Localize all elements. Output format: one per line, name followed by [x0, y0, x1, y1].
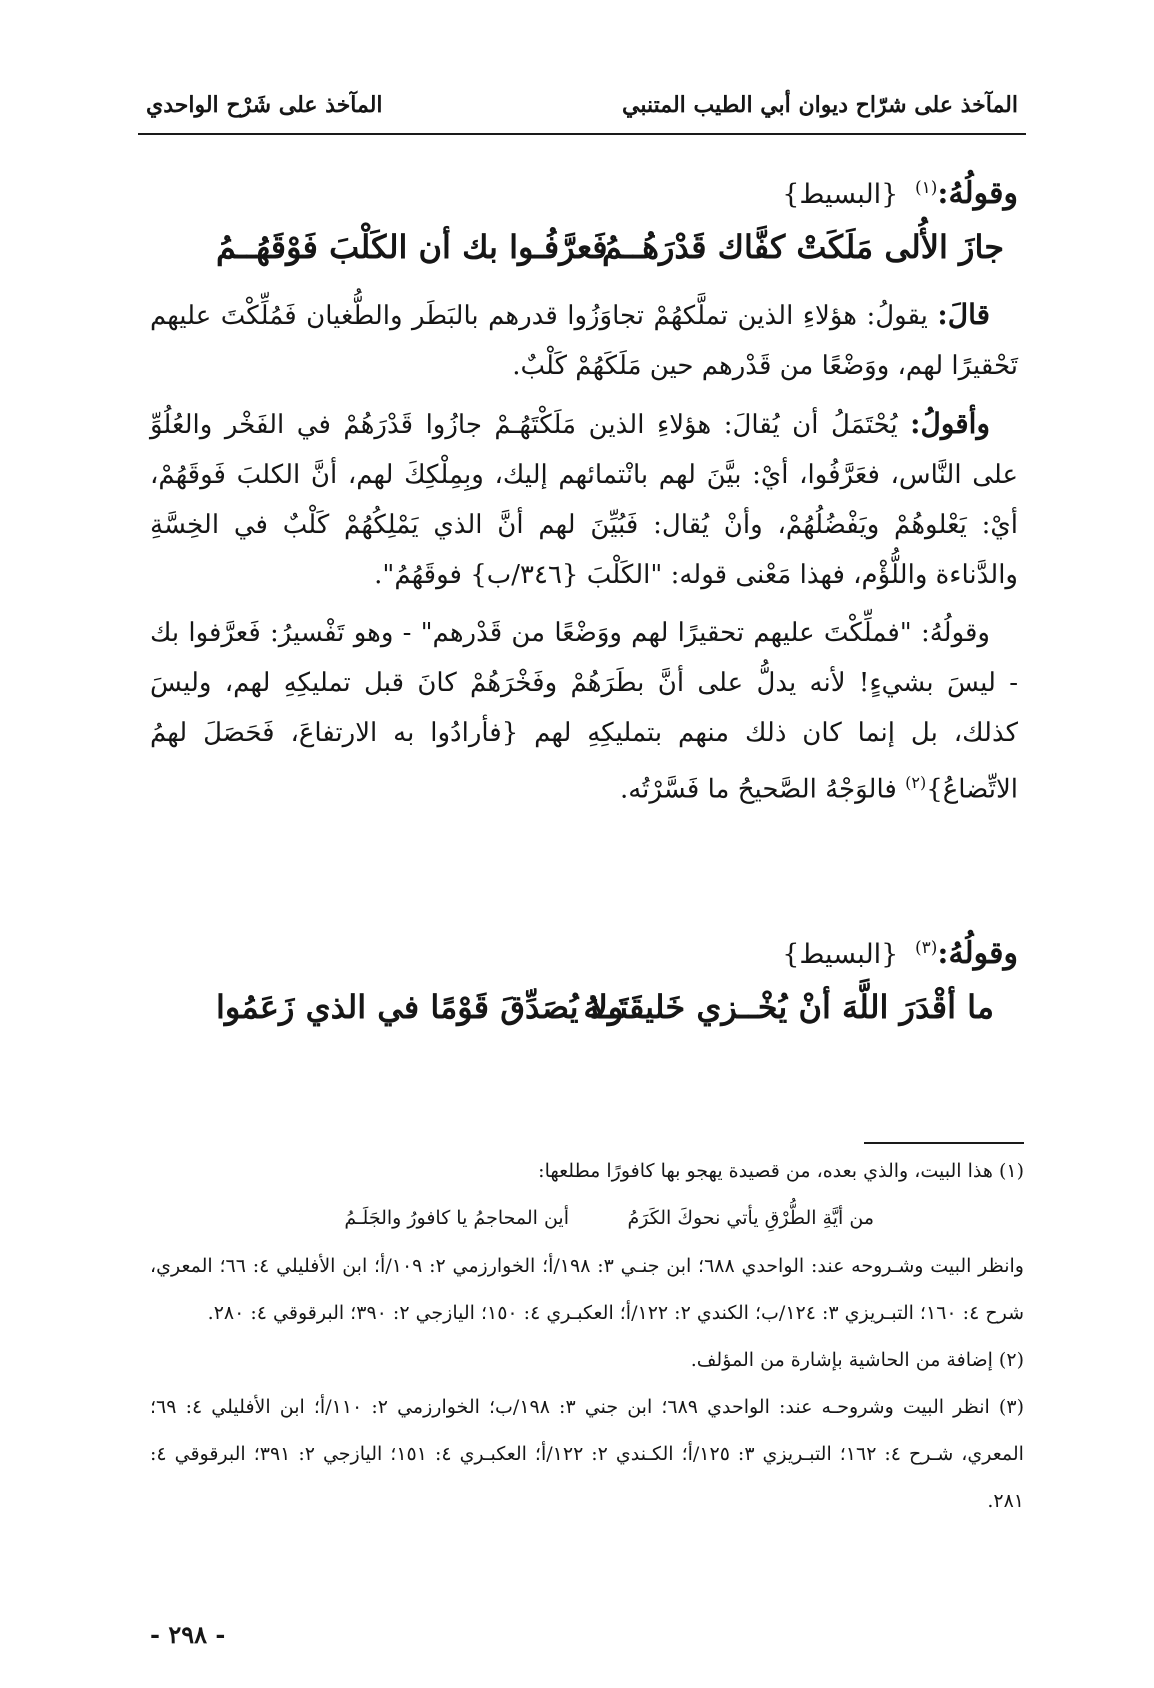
verse-intro-1 — [150, 168, 1018, 212]
footnote-1-verse — [150, 1195, 1024, 1243]
verse-first-hemistich: جازَ الأُلى مَلَكَتْ كفَّاك قَدْرَهُــمُ — [602, 228, 1004, 266]
header-rule — [138, 133, 1026, 135]
intro-keyword: وقولُهُ: — [937, 176, 1018, 211]
paragraph-text: يُحْتَمَلُ أن يُقالَ: هؤلاءِ الذين مَلَكْتَهُـمْ جازُوا قَدْرَهُمْ في الفَخْر والعُلُوِّ على النَّاس، فعَرَّفُوا، أيْ: بيَّنَ لهم بانْتمائهم إليك، وبِمِلْكِكَ لهم، أنَّ الكلبَ فَوقَهُمْ، أيْ: يَعْلوهُمْ ويَفْضُلُهُمْ، وأنْ يُقال: فَبُيِّنَ لهم أنَّ الذي يَمْلِكُهُمْ كَلْبٌ في الخِسَّةِ والدَّناءة واللُّؤْم، فهذا مَعْنى قوله: "الكَلْبَ {٣٤٦/ب} فوقَهُمُ". — [150, 410, 1018, 590]
verse-line-2 — [160, 982, 1004, 1034]
footnote-verse-second: أين المحاجمُ يا كافورُ والجَلَـمُ — [344, 1207, 569, 1229]
footnote-verse-first: من أيَّةِ الطُّرْقِ يأتي نحوكَ الكَرَمُ — [627, 1207, 874, 1229]
commentary-block — [150, 290, 1018, 823]
commentary-paragraph-2 — [150, 399, 1018, 600]
paragraph-tail: فالوَجْهُ الصَّحيحُ ما فَسَّرْتُه. — [619, 774, 906, 805]
footnote-ref-3: (٣) — [914, 938, 938, 958]
paragraph-lead: قالَ: — [937, 298, 990, 331]
footnote-2: (٢) إضافة من الحاشية بإشارة من المؤلف. — [690, 1349, 1024, 1371]
running-header — [146, 86, 1018, 126]
footnotes — [150, 1148, 1024, 1525]
commentary-paragraph-3 — [150, 608, 1018, 815]
page-number: - ٢٩٨ - — [150, 1620, 226, 1649]
verse-intro-2 — [150, 928, 1018, 972]
footnote-rule — [864, 1142, 1024, 1144]
verse-line-1 — [160, 222, 1004, 274]
paragraph-lead: وأقولُ: — [910, 407, 990, 440]
verse-first-hemistich: ما أقْدَرَ اللَّهَ أنْ يُخْــزي خَليقَتَــهُ — [583, 988, 994, 1026]
intro-keyword: وقولُهُ: — [937, 936, 1018, 971]
section-title-header: المآخذ على شَرْح الواحدي — [146, 92, 383, 118]
meter-name: {البسيط} — [782, 179, 899, 210]
footnote-1-references: وانظر البيت وشـروحه عند: الواحدي ٦٨٨؛ ابن جنـي ٣: ١٩٨/أ؛ الخوارزمي ٢: ١٠٩/أ؛ ابن الأفليلي ٤: ٦٦؛ المعري، شرح ٤: ١٦٠؛ التبـريزي ٣: ١٢٤/ب؛ الكندي ٢: ١٢٢/أ؛ العكبـري ٤: ١٥٠؛ اليازجي ٢: ٣٩٠؛ البرقوقي ٤: ٢٨٠. — [150, 1255, 1024, 1324]
paragraph-text: وقولُهُ: "فملِّكْتَ عليهم تحقيرًا لهم ووَضْعًا من قَدْرهم" - وهو تَفْسيرُ: فَعرَّفوا بك - ليسَ بشيءٍ! لأنه يدلُّ على أنَّ بطَرَهُمْ وفَخْرَهُمْ كانَ قبل تمليكِهِ لهم، وليسَ كذلك، بل إنما كان ذلك منهم بتمليكِهِ لهم {فأرادُوا به الارتفاعَ، فَحَصَلَ لهمُ الاتِّضاعُ} — [150, 618, 1018, 805]
paragraph-text: يقولُ: هؤلاءِ الذين تملَّكهُمْ تجاوَزُوا قدرهم بالبَطَر والطُّغيان فَمُلِّكْتَ عليهم تَحْقيرًا لهم، ووَضْعًا من قَدْرهم حين مَلَكَهُمْ كَلْبٌ. — [150, 301, 1018, 381]
footnote-ref-1: (١) — [914, 178, 938, 198]
footnote-1: (١) هذا البيت، والذي بعده، من قصيدة يهجو بها كافورًا مطلعها: — [538, 1160, 1024, 1182]
meter-name: {البسيط} — [782, 939, 899, 970]
commentary-paragraph-1 — [150, 290, 1018, 391]
verse-second-hemistich: ولا يُصَدِّقَ قَوْمًا في الذي زَعَمُوا — [216, 988, 624, 1026]
verse-second-hemistich: فَعرَّفُـوا بك أن الكَلْبَ فَوْقَهُــمُ — [216, 228, 608, 266]
book-title-header: المآخذ على شرّاح ديوان أبي الطيب المتنبي — [622, 92, 1018, 118]
footnote-3: (٣) انظر البيت وشروحـه عند: الواحدي ٦٨٩؛ ابن جني ٣: ١٩٨/ب؛ الخوارزمي ٢: ١١٠/أ؛ ابن الأفليلي ٤: ٦٩؛ المعري، شـرح ٤: ١٦٢؛ التبـريزي ٣: ١٢٥/أ؛ الكـندي ٢: ١٢٢/أ؛ العكبـري ٤: ١٥١؛ اليازجي ٢: ٣٩١؛ البرقوقي ٤: ٢٨١. — [150, 1396, 1024, 1512]
footnote-ref-2: (٢) — [905, 773, 927, 792]
